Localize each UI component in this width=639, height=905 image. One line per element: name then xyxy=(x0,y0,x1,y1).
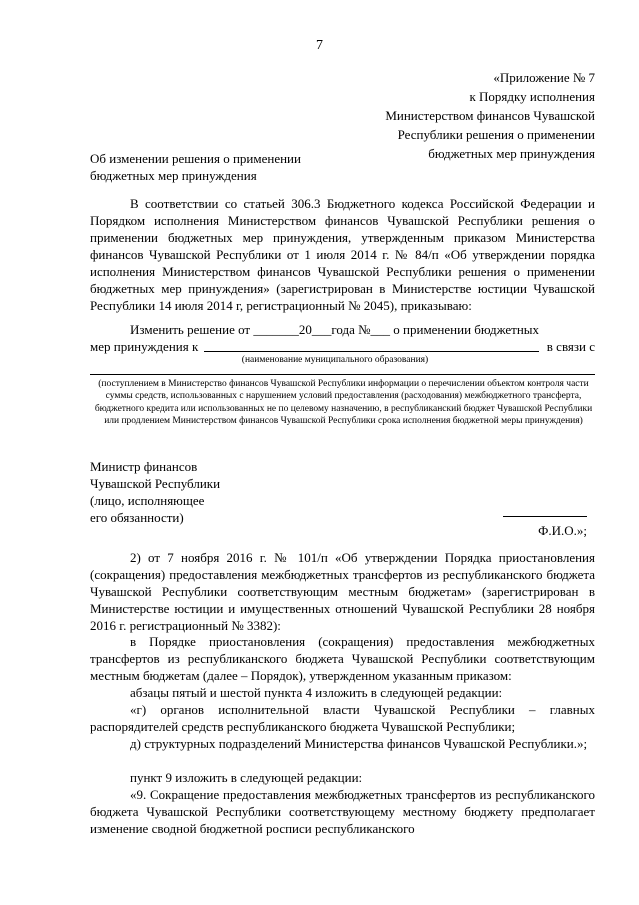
signature-line: Министр финансов xyxy=(90,459,198,474)
signature-block xyxy=(90,458,220,526)
signature-line: Чувашской Республики xyxy=(90,476,221,491)
subject-line: бюджетных мер принуждения xyxy=(90,168,257,183)
appendix-line: «Приложение № 7 xyxy=(493,70,595,85)
appendix-line: Министерством финансов Чувашской xyxy=(385,108,595,123)
page-number: 7 xyxy=(316,38,323,53)
change-line-1: Изменить решение от _______20___года №___ о применении бюджетных xyxy=(130,322,540,337)
body-paragraph-5: д) структурных подразделений Министерства финансов Чувашской Республики.»; xyxy=(130,736,588,751)
signature-blank-line xyxy=(503,516,587,517)
body-paragraph-4: «г) органов исполнительной власти Чувашской Республики – главных распорядителей средств республиканского бюджета Чувашской Республики; xyxy=(90,702,595,734)
body-paragraph-1: 2) от 7 ноября 2016 г. № 101/п «Об утверждении Порядка приостановления (сокращения) предоставления межбюджетных трансфертов из республиканского бюджета Чувашской Республики соответствующим местным бюджетам» (зарегистрирован в Министерстве юстиции и имущественных отношений Чувашской Республики 28 ноября 2016 г. регистрационный № 3382): xyxy=(90,550,595,633)
body-paragraph-3: абзацы пятый и шестой пункта 4 изложить в следующей редакции: xyxy=(130,685,503,700)
appendix-line: к Порядку исполнения xyxy=(469,89,595,104)
change-line-2-end: в связи с xyxy=(546,339,595,354)
change-line-2-start: мер принуждения к xyxy=(90,339,199,354)
preamble-paragraph: В соответствии со статьей 306.3 Бюджетного кодекса Российской Федерации и Порядком исполнения Министерством финансов Чувашской Республики решения о применении бюджетных мер принуждения, утвержденным приказом Министерства финансов Чувашской Республики от 1 июля 2014 г. № 84/п «Об утверждении порядка исполнения Министерством финансов Чувашской Республики решения о применении бюджетных мер принуждения» (зарегистрирован в Министерстве юстиции Чувашской Республики 14 июля 2014 г, регистрационный № 2045), приказываю: xyxy=(90,196,595,313)
signature-line: его обязанности) xyxy=(90,510,184,525)
reason-blank-line xyxy=(90,374,595,375)
subject-line: Об изменении решения о применении xyxy=(90,151,301,166)
municipality-blank-line xyxy=(204,351,539,352)
appendix-header xyxy=(385,68,595,163)
signature-fio: Ф.И.О.»; xyxy=(538,523,587,538)
change-line-2 xyxy=(90,338,595,355)
body-paragraph-7: «9. Сокращение предоставления межбюджетных трансфертов из республиканского бюджета Чувашской Республики соответствующему местному бюджету предполагает изменение сводной бюджетной росписи республиканского xyxy=(90,787,595,836)
municipality-hint: (наименование муниципального образования) xyxy=(241,355,429,365)
body-paragraph-6: пункт 9 изложить в следующей редакции: xyxy=(130,770,363,785)
signature-line: (лицо, исполняющее xyxy=(90,493,205,508)
appendix-line: бюджетных мер принуждения xyxy=(428,146,595,161)
document-subject xyxy=(90,150,301,184)
appendix-line: Республики решения о применении xyxy=(397,127,595,142)
reason-hint: (поступлением в Министерство финансов Чувашской Республики информации о перечислении объектом контроля части суммы средств, использованных с нарушением условий предоставления (расходования) межбюджетного трансферта, бюджетного кредита или использованных не по целевому назначению, в республиканский бюджет Чувашской Республики или продлением Министерством финансов Чувашской Республики срока исполнения бюджетной меры принуждения) xyxy=(94,379,593,427)
body-paragraph-2: в Порядке приостановления (сокращения) предоставления межбюджетных трансфертов из республиканского бюджета Чувашской Республики соответствующим местным бюджетам (далее – Порядок), утвержденном указанным приказом: xyxy=(90,634,595,683)
